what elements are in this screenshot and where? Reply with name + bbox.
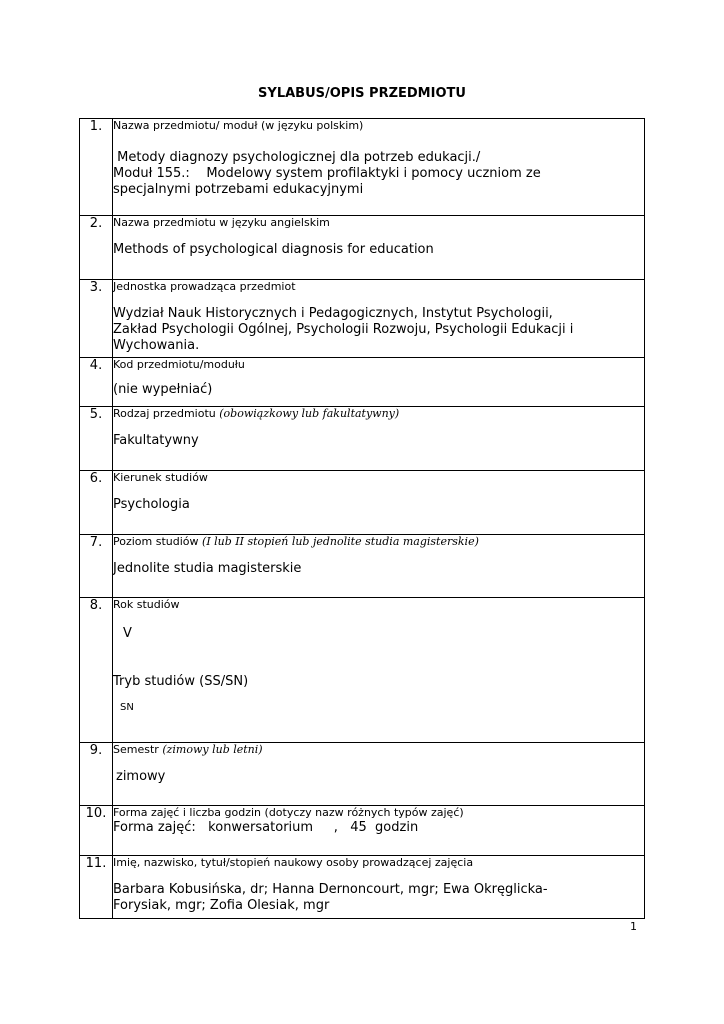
field-value: Psychologia: [113, 497, 190, 512]
field-label: Rodzaj przedmiotu (obowiązkowy lub fakultatywny): [113, 407, 400, 420]
table-row: [80, 598, 645, 743]
row-number: 5.: [80, 407, 113, 471]
table-row: [80, 806, 645, 856]
row-number: 4.: [80, 358, 113, 407]
table-row: [80, 856, 645, 919]
field-value: Zakład Psychologii Ogólnej, Psychologii Rozwoju, Psychologii Edukacji i: [113, 322, 574, 337]
page-title: SYLABUS/OPIS PRZEDMIOTU: [258, 86, 466, 101]
field-value: Methods of psychological diagnosis for education: [113, 242, 434, 257]
field-value: (nie wypełniać): [113, 382, 213, 397]
row-number: 10.: [80, 806, 113, 856]
field-label: Nazwa przedmiotu w języku angielskim: [113, 216, 330, 229]
row-number: 2.: [80, 216, 113, 280]
field-label: Kierunek studiów: [113, 471, 208, 484]
field-value: Fakultatywny: [113, 433, 199, 448]
field-value: specjalnymi potrzebami edukacyjnymi: [113, 182, 364, 197]
field-label: Rok studiów: [113, 598, 180, 611]
table-row: [80, 535, 645, 598]
table-row: [80, 471, 645, 535]
row-number: 9.: [80, 743, 113, 806]
table-row: [80, 407, 645, 471]
field-sub-value: SN: [120, 702, 134, 713]
field-value: Barbara Kobusińska, dr; Hanna Dernoncourt, mgr; Ewa Okręglicka-: [113, 882, 548, 897]
table-row: [80, 216, 645, 280]
table-row: [80, 743, 645, 806]
field-label: Jednostka prowadząca przedmiot: [113, 280, 296, 293]
field-value: Metody diagnozy psychologicznej dla potrzeb edukacji./: [113, 150, 481, 165]
field-value: Forysiak, mgr; Zofia Olesiak, mgr: [113, 898, 330, 913]
field-label: Imię, nazwisko, tytuł/stopień naukowy osoby prowadzącej zajęcia: [113, 856, 474, 869]
field-value: Wydział Nauk Historycznych i Pedagogicznych, Instytut Psychologii,: [113, 306, 553, 321]
field-label: Poziom studiów (I lub II stopień lub jednolite studia magisterskie): [113, 535, 479, 548]
field-value: Forma zajęć: konwersatorium , 45 godzin: [113, 820, 419, 835]
field-label: Nazwa przedmiotu/ moduł (w języku polskim): [113, 119, 364, 132]
row-number: 6.: [80, 471, 113, 535]
row-number: 7.: [80, 535, 113, 598]
syllabus-table: [79, 118, 645, 919]
row-number: 1.: [80, 119, 113, 216]
row-number: 11.: [80, 856, 113, 919]
field-label: Kod przedmiotu/modułu: [113, 358, 245, 371]
field-value: Moduł 155.: Modelowy system profilaktyki i pomocy uczniom ze: [113, 166, 541, 181]
field-value: Jednolite studia magisterskie: [113, 561, 302, 576]
field-label: Semestr (zimowy lub letni): [113, 743, 263, 756]
field-sub-label: Tryb studiów (SS/SN): [113, 674, 249, 689]
page-number: 1: [630, 920, 637, 933]
field-label-hint: (I lub II stopień lub jednolite studia magisterskie): [202, 535, 479, 548]
field-label-hint: (zimowy lub letni): [162, 743, 263, 756]
field-value: zimowy: [116, 769, 166, 784]
row-number: 8.: [80, 598, 113, 743]
field-label: Forma zajęć i liczba godzin (dotyczy nazw różnych typów zajęć): [113, 806, 464, 819]
table-row: [80, 358, 645, 407]
field-label-hint: (obowiązkowy lub fakultatywny): [219, 407, 400, 420]
row-number: 3.: [80, 280, 113, 358]
field-value: V: [123, 626, 132, 641]
table-row: [80, 280, 645, 358]
field-value: Wychowania.: [113, 338, 200, 353]
table-row: [80, 119, 645, 216]
